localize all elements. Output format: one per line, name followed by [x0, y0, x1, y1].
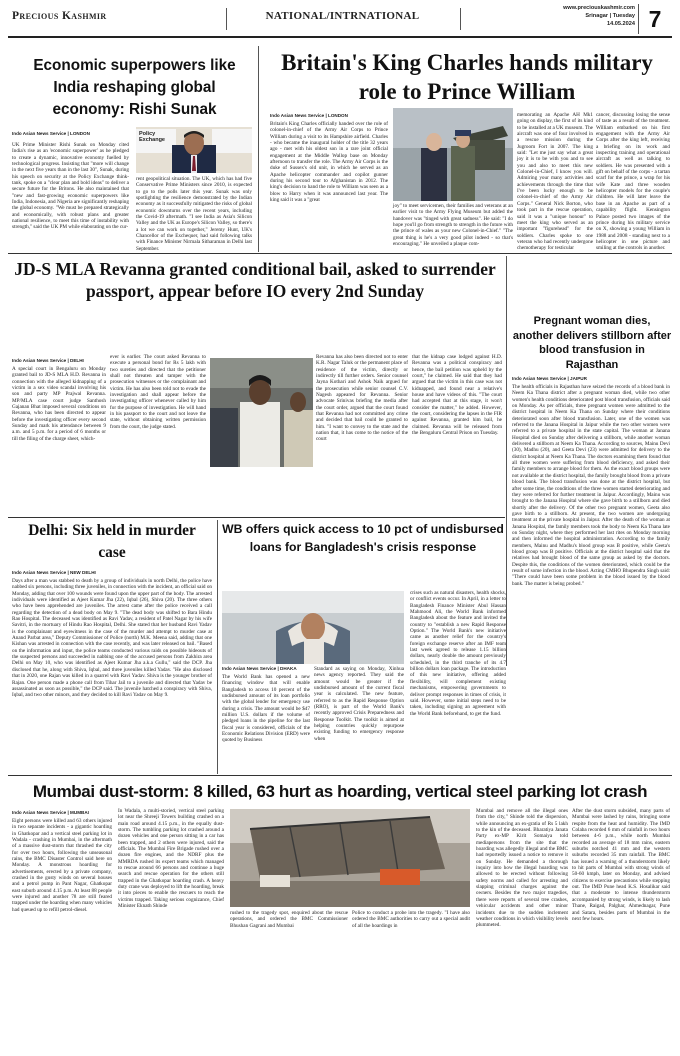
wb-col1: The World Bank has opened a new financing window that will enable Bangladesh to access 10 percent of the undisbursed amount of its loan portfolio with the global lender for emergency use during a crisis. The amount would be $47 million U.S. dollars if the volume of pledged loans in the pipeline for the last fiscal year is considered, officials of the Economic Relations Division (ERD) were quoted by Business	[222, 674, 310, 744]
masthead-section: NATIONAL/INTRNATIONAL	[265, 10, 420, 22]
revanna-bottom-rule	[8, 517, 505, 518]
revanna-headline: JD-S MLA Revanna granted conditional bail, asked to surrender passport, appear before IO every 2nd Sunday	[14, 259, 496, 301]
row1-rule	[8, 253, 672, 254]
sunak-byline: Indo Asian News Service | LONDON	[12, 131, 90, 136]
wb-photo	[222, 591, 404, 664]
mumbai-col4: Police to conduct a probe into the tragedy. "I have also ordered the BMC authorities to carry out a special audit of all the hoardings in	[352, 910, 470, 929]
masthead-city: Srinagar | Tuesday	[585, 13, 635, 19]
mumbai-col5: Mumbai and remove all the illegal ones from the city," Shinde told the dispersion, while announcing an ex-gratia of Rs 5 lakh to the kin of the deceased. Bharatiya Janata Party ex-MP Kirit Somaiya told mediapersons from the site that the hoarding was allegedly illegal and the BMC had reportedly issued a notice to remove it on Sunday. He demanded a thorough inquiry into how the illegal hoarding was allowed to be erected without following safety norms and called for arresting and slapping criminal charges against the owners. Besides the two major tragedies, there were reports of several tree crashes, vehicular accidents and other minor incidents due to the sudden inclement weather conditions in which visibility levels plummeted.	[476, 808, 568, 929]
sunak-col1: UK Prime Minister Rishi Sunak on Monday cited India's rise as an 'economic superpower' as he pledged to create a dynamic, innovative economy fuelled by technological progress. Insisting that "more will change in the next five years than in the last 30", Sunak, during his speech on security at the Policy Exchange think-tank, spoke on a "clear plan and bold ideas" to deliver a secure future for the Britons. He also maintained that "new and fast-growing economic superpowers like India, Indonesia, and Nigeria are significantly reshaping the global economy. "We must be prepared strategically and economically, with robust plans and greater national resilience, to meet this time of instability with strength," said the UK PM while elaborating on the cur-	[12, 142, 129, 231]
revanna-col2: ever is earlier. The court asked Revanna to execute a personal bond for Rs 5 lakh with two sureties and directed that the petitioner shall not threaten and tamper with the prosecution witnesses or the complainant and victim. He has also been told not to evade the investigation and shall appear before the investigating officer whenever called by him for the purpose of investigation. He will hand in his passport to the court and not leave the state, without obtaining written permission from the court, the judge stated.	[110, 354, 206, 430]
charles-col1: Britain's King Charles officially handed over the role of colonel-in-chief of the Army Air Corps to Prince William during a visit to its Hampshire airfield. Charles - who became the inaugural holder of the title 32 years ago - met with his oldest son in a rare joint official engagement at the Middle Wallop base on Monday afternoon to transfer the role. The Army Air Corps is the duke of Sussex's old unit, in which he served as an Apache helicopter commander and copilot gunner during his second tour to Afghanistan in 2012. The king's decision to hand the role to William was seen as a blow to Harry when it was announced last year. The king said it was a "great	[270, 121, 388, 204]
charles-headline: Britain's King Charles hands military role to Prince William	[281, 50, 653, 104]
stillbirth-byline: Indo Asian News Service | JAIPUR	[512, 376, 587, 381]
masthead-rule	[8, 36, 672, 38]
sunak-photo	[136, 127, 252, 173]
revanna-byline: Indo Asian News Service | DELHI	[12, 358, 84, 363]
mumbai-col6: After the dust storm subsided, many parts of Mumbai were lashed by rains, bringing some respite from the heat and humidity. The IMD Colaba recorded 6 mm of rainfall in two hours between 4-6 p.m., while north Mumbai recorded an average of 18 mm rains, eastern suburbs notched 41 mm and the western suburbs recorded 35 mm rainfall. The BMC has issued a warning of a thunderstorm likely to hit parts of Mumbai with strong winds of 50-60 kmph, later on Monday, and advised citizens to exercise precautions while stepping out. The IMD Pune head K.S. Hosalikar said that a moderate to intense thunderstorm accompanied by strong winds, is likely to lash Thane, Raigad, Palghar, Ahmednagar, Pune and Satara, besides parts of Mumbai in the next few hours.	[572, 808, 670, 922]
masthead-divider-left	[226, 8, 227, 30]
page-number: 7	[648, 6, 662, 32]
wb-bottom-rule	[8, 775, 672, 776]
wb-byline: Indo Asian News Service | DHAKA	[222, 666, 297, 671]
sunak-column-divider	[258, 46, 259, 252]
delhi-wb-divider	[217, 520, 218, 664]
masthead-divider-right	[460, 8, 461, 30]
mumbai-col3: rushed to the tragedy spot, enquired about the rescue operations, and ordered the BMC Commissioner Bhushan Gagrani and Mumbai	[230, 910, 348, 929]
delhi-text: Days after a man was stabbed to death by a group of individuals in north Delhi, the police have nabbed six persons, including three juveniles, in connection with the incident, an official said on Monday, adding that over 100 wounds were found upon the upper part of the body. The arrested individuals were identified as Ajeet Kumar Jha (22), Iqbal (26), Shiva (20). The three others who have been apprehended are juveniles. The arrest came after the police received a call regarding the detection of a dead body on May 9. "The dead body was shifted to Bara Hindu Rao Hospital. The deceased was identified as Ravi Yadav, a resident of Patel Nagar by his wife Savitri, in the mortuary of Hindu Rao Hospital, Delhi. She stated that her husband Ravi Yadav is the complainant and eyewitness in the case of the murder and attempt to murder case at Anand Parbat area," Deputy Commissioner of Police (north) M.K. Meena said, adding that one Kishan was arrested in connection with the case recently, and was later released on bail. "Based on the information and input, the police teams conducted various raids on possible hideouts of the suspected persons and succeeded in nabbing one of the accused persons from Zakhira area Delhi on May 10, who was identified as Ajeet Kumar Jha a.k.a Gullu," said the DCP. Jha disclosed that he, along with Shiva, Iqbal, and three juveniles killed Yadav. "He also disclosed that in 2020, one Rajan was killed in a quarrel with Ravi Yadav. Shiva is the younger brother of Rajan. One person made a phone call from Tihar Jail to a juvenile and directed that Yadav be assassinated as soon as possible," the DCP said. The juvenile hatched a conspiracy with Shiva, Iqbal, and two other minors, and they decided to kill Ravi Yadav on May 9.	[12, 578, 213, 699]
wb-headline: WB offers quick access to 10 pct of undisbursed loans for Bangladesh's crisis response	[222, 522, 504, 555]
masthead	[0, 0, 680, 40]
sunak-headline: Economic superpowers like India reshaping global economy: Rishi Sunak	[33, 57, 236, 118]
masthead-left-title: Precious Kashmir	[12, 10, 107, 22]
charles-col4: cancer, discussing losing the sense of taste as a result of the treatment. William embarked on his first engagement with the Army Air Corps after the king left, receiving a briefing on its work and inspecting training and operational aircraft as well as talking to soldiers. He was presented with a gift on behalf of the corps - a tartan scarf for the prince, a wrap for his wife Kate and three wooden helicopter models for the couple's children. He will later leave the base in an Apache as part of a capability flight. Kensington Palace posted two images of the prince during his military service on X, showing a young William in 1988 and 2008 - standing next to a helicopter in one picture and smiling at the controls in another.	[596, 112, 670, 252]
masthead-date: 14.05.2024	[607, 21, 635, 27]
revanna-col4: that the kidnap case lodged against H.D. Revanna was a political conspiracy and hence, the bail petition was upheld by the court," he claimed. He said that they had argued that the victim in this case was not kidnapped, and found near a relative's house and have videos of this. "The court had accepted that at this stage, it won't consider the matter," he added. However, the court, considering the lapses in the FIR against Revanna, granted him bail, he claimed. Revanna will be released from the Bengaluru Central Prison on Tuesday.	[412, 354, 502, 437]
revanna-photo	[210, 358, 313, 467]
delhi-byline: Indo Asian News Service | NEW DELHI	[12, 570, 96, 575]
stillbirth-headline: Pregnant woman dies, another delivers stillborn after blood transfusion in Rajasthan	[512, 315, 672, 371]
charles-col2: joy" to meet servicemen, their families and veterans at an earlier visit to the Army Flying Museum but added the handover was "tinged with great sadness". He said: "I do hope you'll go from strength to strength in the future with the prince of wales as your new Colonel-in-Chief." "The great thing is he's a very good pilot indeed - so that's encouraging." He unveiled a plaque com-	[393, 203, 513, 248]
wb-col2: Standard as saying on Monday, Xinhua news agency reported. They said the amount would be greater if the undisbursed amount of the current fiscal year is calculated. The new feature, referred to as the Rapid Response Option (RRO), is part of the World Bank's recently approved Crisis Preparedness and Response Toolkit. The toolkit is aimed at helping countries quickly repurpose existing funding to emergency response when	[314, 666, 404, 742]
wb-col3: crises such as natural disasters, health shocks, or conflict events occur. In April, in a letter to Bangladesh Finance Minister Abul Hassan Mahmood Ali, the World Bank informed Bangladesh about the feature and invited the country to "establish a new Rapid Response Option." The World Bank's new initiative came as another relief for the country's foreign exchange reserve after an IMF team last week agreed to release 1.15 billion dollars, nearly double the amount previously scheduled, in the third tranche of its 4.7 billion dollars loan package. The introduction of this new initiative, offering added flexibility, will complement existing mechanisms, empowering governments to deliver prompt responses in times of crisis, it said. However, some initial steps need to be taken, including signing an agreement with the World Bank beforehand, to get the fund.	[410, 590, 506, 717]
masthead-divider-page	[638, 4, 639, 34]
delhi-wb-divider-lower	[217, 664, 218, 774]
mumbai-headline: Mumbai dust-storm: 8 killed, 63 hurt as hoarding, vertical steel parking lot crash	[32, 782, 648, 801]
revanna-col3: Revanna has also been directed not to enter K.R. Nagar Taluk or the permanent place of residence of the victim, directly or indirectly till further orders. Senior counsel Jayna Kothari and Ashok Naik argued for the prosecution while senior counsel C.V. Nagesh appeared for Revanna. Senior advocate Srinivas briefing the media after the court order, argued that the court found that Revanna had not committed any crime and decided that bail could be granted to him. "I want to convey to the state and the nation that, it has come to the notice of the court	[316, 354, 408, 443]
mumbai-col1: Eight persons were killed and 63 others injured in two separate incidents - a gigantic hoarding in Ghatkopar and a vertical steel parking lot in Wadala - crashing in Mumbai, in the aftermath of a massive dust-storm that thrashed the city for over two hours, following the unseasonal rains, the BMC Disaster Control said here on Monday. A monstrous hoarding for advertisements, erected by a private company, crashed in the gusty winds on several houses and a petrol pump in Pant Nagar, Ghatkopar east suburb around 4.15 p.m. At least 88 people were injured and another 78 are still feared trapped under the hoarding when many vehicles had queued up to refill petrol-diesel.	[12, 818, 112, 913]
mumbai-byline: Indo Asian News Service | MUMBAI	[12, 810, 89, 815]
mumbai-photo	[230, 809, 470, 907]
right-column-divider	[506, 256, 507, 666]
masthead-site[interactable]: www.preciouskashmir.com	[563, 5, 635, 11]
mumbai-col2: In Wadala, a multi-storied, vertical steel parking lot near the Shreeji Towers building crashed on a main road around 4.15 p.m., in the equally dust-storm. The tumbling parking lot crashed around a dozen vehicles and one person sitting in a car has been trapped, and 2 others were injured, said the officials. The Mumbai Fire Brigade rushed over a dozen fire engines, and the NDRF plus the MMRDA rushed its expert teams which managed to rescue around 66 persons and continue a huge search and rescue operation for the others still trapped in the Ghatkopar hoarding crash. A heavy duty crane was deployed to lift the hoarding, break it into pieces to enable the rescuers to reach the victims trapped. Taking serious cognizance, Chief Minister Eknath Shinde	[118, 808, 224, 910]
revanna-col1: A special court in Bengaluru on Monday granted bail to JD-S MLA H.D. Revanna in connection with the alleged kidnapping of a victim in a sex video scandal involving his son and party MP Prajwal Revanna. MP/MLA case court judge Santhosh Gajanan Bhat imposed several conditions on Revanna, who has been directed to appear before the investigating officer every second Sunday and mark his attendance between 9 a.m. and 5 p.m. for a period of 6 months or till the filing of the charge sheet, which-	[12, 366, 106, 442]
charles-photo	[393, 108, 513, 201]
delhi-headline: Delhi: Six held in murder case	[28, 522, 196, 561]
stillbirth-text: The health officials in Rajasthan have seized the records of a blood bank in Neem Ka Thana district after a pregnant woman died, while two other women's health conditions deteriorated post blood transfusion, officials said on Monday. As per officials, three pregnant women were admitted to the district hospital in Neem Ka Thana on Sunday where their conditions deteriorated soon after blood transfusion. Later, one of the women was referred to the Janana Hospital in Jaipur while the two other women were referred to a private hospital in the state capital. The woman at Janana Hospital died on Sunday after delivering a stillborn, while another woman delivered a stillborn at Neem Ka Thana. According to sources, Mainu Devi (30), Madhu (20), and Geeta Devi (23) were admitted for delivery to the district hospital at Neem Ka Thana. The doctors examining them found that all three women were suffering from blood deficiency, and asked their family members to arrange blood for them. As the exact blood groups were not available at the district hospital, the family brought blood from a private blood bank. The blood transfusion was done at the district hospital, but after some time, the conditions of the three women started deteriorating and they were referred for further treatment in Jaipur. Accordingly, Mainu was brought to the Janana Hospital where she gave birth to a stillborn and died shortly after the delivery. Of the other two pregnant women, Geeta also gave birth to a stillborn. At present, the two women are undergoing treatment at the private hospital in Jaipur. After the death of the woman at Janana Hospital, the family members took the body to Neem Ka Thana late on Sunday night, where they performed her last rites on Monday morning and then informed the hospital administration. According to the family members, Mainu and Madhu's blood group was B positive, while Geeta's blood group was B positive. Officials at the district hospital said that the relatives had brought blood of the same group as asked by the doctors. Despite this, the conditions of the women deteriorated, which could be the result of some infection in the blood. Acting CMHO Bhupendra Singh said: "There could have been some problem in the blood issued by the blood bank. The matter is being probed."	[512, 384, 670, 587]
charles-byline: Indo Asian News Service | LONDON	[270, 113, 348, 118]
sunak-col2: rent geopolitical situation. The UK, which has had five Conservative Prime Ministers since 2010, is expected to go to the polls later this year. Sunak was only spotlighting the resilience demonstrated by the Indian economy as it successfully mitigated the risks of global economic downturns over the recent years, including the Covid-19 aftermath. "I see India as Asia's Silicon Valley and the UK as Europe's Silicon Valley, so there's a lot we can work on together," Jeremy Hunt, UK's Chancellor of the Exchequer, had said following talks with Finance Minister Nirmala Sitharaman in Delhi last September.	[136, 176, 252, 252]
sunak-photo-sign: Policy Exchange	[139, 131, 165, 143]
charles-col3: memorating an Apache AH Mk1 going on display, the first of its kind to be installed at a UK museum. The aircraft was one of four involved in a rescue mission during the Jugroom Fort in 2007. The king said: "Let me just say what a great joy it is to be with you and to see you and also to meet this new Colonel-in-Chief, I know you will. Admiring your many activities and achievements through the time that I've been lucky enough to be colonel-in-chief of the Army Air Corps." General Nick Borton, who took part in the rescue operation, said it was a "unique honour" to meet the king who served as an important "figurehead" for the soldiers. Charles spoke to one veteran who had recently undergone chemotherapy for testicular	[517, 112, 593, 252]
